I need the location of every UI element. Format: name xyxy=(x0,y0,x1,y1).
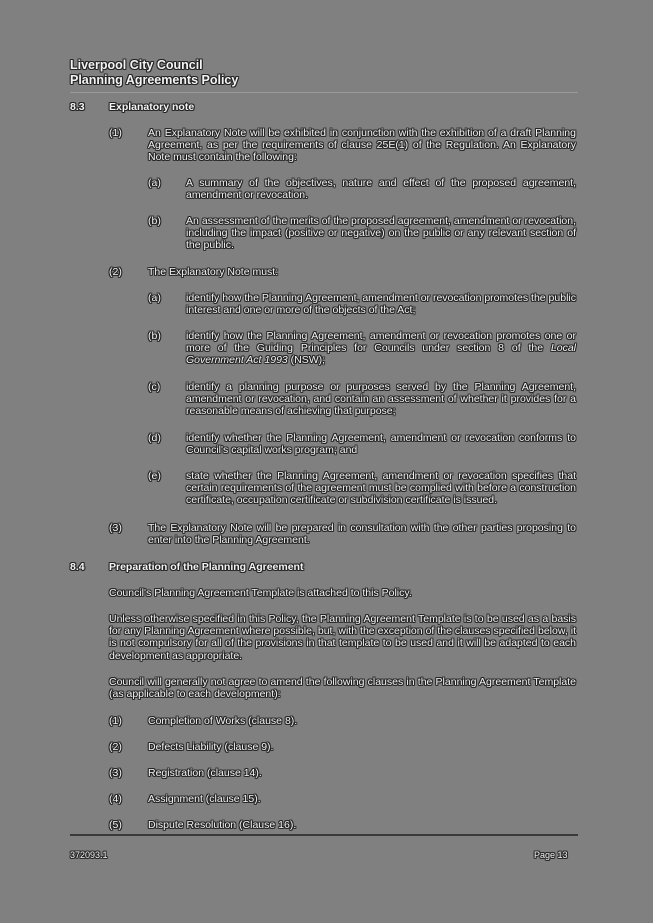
body-paragraph: Council will generally not agree to amend the following clauses in the Planning Agreement Template (as applicable to each development): xyxy=(109,676,576,701)
subitem-number: (d) xyxy=(148,432,161,444)
subitem-number: (b) xyxy=(148,330,161,342)
subitem-text: identify whether the Planning Agreement, amendment or revocation conforms to Council's capital works program; and xyxy=(186,432,576,457)
subitem-text-part: (NSW); xyxy=(287,354,326,367)
list-item: Assignment (clause 15). xyxy=(148,793,261,805)
list-number: (1) xyxy=(109,715,122,727)
subitem-text xyxy=(186,330,576,367)
subitem-text: A summary of the objectives, nature and effect of the proposed agreement, amendment or revocation. xyxy=(186,177,576,202)
body-paragraph: Council's Planning Agreement Template is attached to this Policy. xyxy=(109,587,412,599)
item-number: (2) xyxy=(109,266,122,278)
subitem-text: An assessment of the merits of the proposed agreement, amendment or revocation, including the impact (positive or negative) on the public or any relevant section of the public. xyxy=(186,215,576,252)
subitem-number: (e) xyxy=(148,470,161,482)
act-name-italic: Local Government Act 1993 xyxy=(186,342,576,367)
section-8-4-number: 8.4 xyxy=(70,561,85,573)
section-8-3-number: 8.3 xyxy=(70,101,85,113)
item-text: An Explanatory Note will be exhibited in conjunction with the exhibition of a draft Planning Agreement, as per the requirements of clause 25E(1) of the Regulation. An Explanatory Note must contain the following: xyxy=(148,127,576,164)
subitem-number: (a) xyxy=(148,177,161,189)
subitem-text: identify a planning purpose or purposes served by the Planning Agreement, amendment or revocation, and contain an assessment of whether it provides for a reasonable means of achieving that purpose; xyxy=(186,381,576,418)
list-item: Registration (clause 14). xyxy=(148,767,262,779)
list-number: (3) xyxy=(109,767,122,779)
subitem-text: state whether the Planning Agreement, amendment or revocation specifies that certain requirements of the agreement must be complied with before a construction certificate, occupation certificate or subdivision certificate is issued. xyxy=(186,470,576,507)
subitem-text: identify how the Planning Agreement, amendment or revocation promotes the public interest and one or more of the objects of the Act; xyxy=(186,292,576,317)
subitem-number: (b) xyxy=(148,215,161,227)
header-org: Liverpool City Council xyxy=(70,58,203,72)
header-title: Planning Agreements Policy xyxy=(70,73,239,87)
item-number: (1) xyxy=(109,127,122,139)
section-8-4-title: Preparation of the Planning Agreement xyxy=(109,561,304,573)
footer-page-number: Page 13 xyxy=(534,850,568,860)
list-item: Defects Liability (clause 9). xyxy=(148,741,274,753)
item-text: The Explanatory Note must: xyxy=(148,266,279,278)
list-item: Completion of Works (clause 8). xyxy=(148,715,298,727)
list-number: (5) xyxy=(109,819,122,831)
subitem-number: (c) xyxy=(148,381,161,393)
footer-doc-ref: 372093.1 xyxy=(70,850,108,860)
body-paragraph: Unless otherwise specified in this Policy, the Planning Agreement Template is to be used as a basis for any Planning Agreement where possible, but, with the exception of the clauses specified below, it is not compulsory for all of the provisions in that template to be used and it will be adapted to each development as appropriate. xyxy=(109,613,576,662)
list-number: (2) xyxy=(109,741,122,753)
item-number: (3) xyxy=(109,522,122,534)
footer-divider xyxy=(70,834,578,836)
header-divider xyxy=(70,92,578,93)
section-8-3-title: Explanatory note xyxy=(109,101,195,113)
subitem-number: (a) xyxy=(148,292,161,304)
subitem-text-part: identify how the Planning Agreement, amendment or revocation promotes one or more of the Guiding Principles for Councils under section 8 of the xyxy=(186,330,576,355)
list-item: Dispute Resolution (Clause 16). xyxy=(148,819,297,831)
list-number: (4) xyxy=(109,793,122,805)
item-text: The Explanatory Note will be prepared in consultation with the other parties proposing to enter into the Planning Agreement. xyxy=(148,522,576,547)
